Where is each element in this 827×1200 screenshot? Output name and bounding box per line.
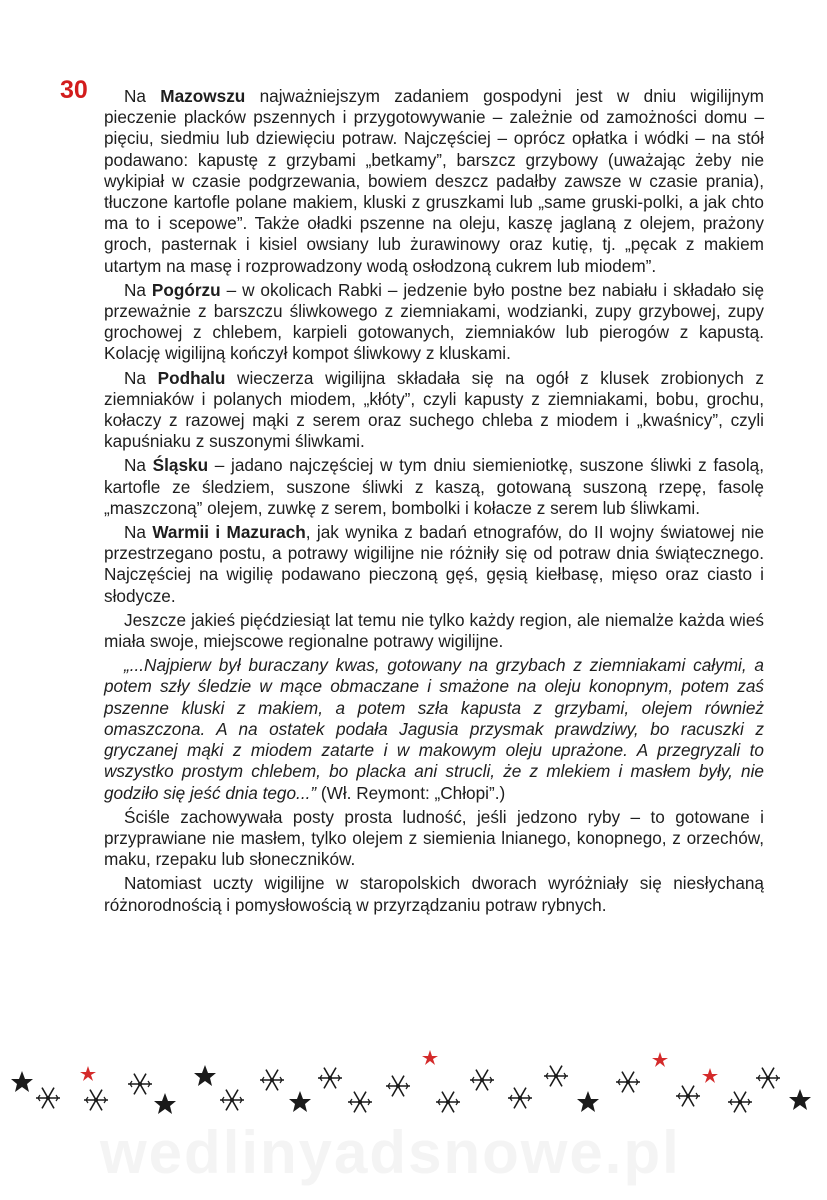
paragraph-regional	[104, 610, 764, 652]
paragraph-lead: Na	[124, 279, 152, 300]
region-name: Warmii i Mazurach	[152, 522, 306, 543]
paragraph-quote	[104, 655, 764, 803]
paragraph-text: najważniejszym zadaniem gospodyni jest w dniu wigilijnym pieczenie placków pszennych i przygotowywanie – zależnie od zamożności domu – pięciu, siedmiu lub dziewięciu potraw. Najczęściej – oprócz opłatka i wódki – na stół podawano: kapustę z grzybami „betkamy”, barszcz grzybowy (uważając żeby nie wykipiał w czasie podgrzewania, bowiem deszcz padałby zawsze w czasie prania), tłuczone kartofle polane makiem, kluski z gruszkami lub „same gruski-polki, a jak chto ma to i scepowe”. Także oładki pszenne na oleju, kaszę jaglaną z olejem, prażony groch, pasternak i kisiel owsiany lub żurawinowy oraz kutię, tj. „pęcak z makiem utartym na masę i rozprowadzony wodą osłodzoną cukrem lub miodem”.	[104, 86, 764, 276]
paragraph-slask	[104, 455, 764, 519]
paragraph-lead: Na	[124, 522, 153, 543]
paragraph-fasting	[104, 807, 764, 871]
quote-citation: (Wł. Reymont: „Chłopi”.)	[316, 782, 506, 803]
paragraph-lead: Na	[124, 367, 158, 388]
paragraph-text: Jeszcze jakieś pięćdziesiąt lat temu nie tylko każdy region, ale niemalże każda wieś miała swoje, miejscowe regionalne potrawy wigilijne.	[104, 609, 764, 652]
snowflake-ornament-border	[0, 1040, 827, 1130]
region-name: Mazowszu	[160, 86, 246, 106]
page-number: 30	[60, 76, 88, 104]
paragraph-text: wieczerza wigilijna składała się na ogół z klusek zrobionych z ziemniaków i polanych miodem, „kłóty”, czyli kapusty z ziemniakami, bobu, grochu, kołaczy z razowej mąki z serem oraz suchego chleba z miodem i „kwaśnicy”, czyli kapuśniaku z suszonymi śliwkami.	[104, 367, 764, 452]
paragraph-text: – w okolicach Rabki – jedzenie było postne bez nabiału i składało się przeważnie z barszczu śliwkowego z ziemniakami, wodzianki, zupy grzybowej, zupy grochowej z chlebem, karpieli gotowanych, ziemniaków lub pierogów z kapustą. Kolację wigilijną kończył kompot śliwkowy z kluskami.	[104, 279, 765, 364]
region-name: Pogórzu	[151, 279, 221, 300]
paragraph-manor-feasts	[104, 873, 764, 915]
paragraph-lead: Na	[124, 455, 153, 476]
paragraph-lead: Na	[124, 86, 161, 106]
snowflake-icon	[11, 1050, 811, 1114]
paragraph-warmia-mazury	[104, 522, 764, 607]
watermark: wedlinyadsnowe.pl	[100, 1119, 681, 1186]
paragraph-text: Natomiast uczty wigilijne w staropolskich dworach wyróżniały się niesłychaną różnorodnością i pomysłowością w przyrządzaniu potraw rybnych.	[104, 873, 764, 915]
paragraph-text: Ściśle zachowywała posty prosta ludność, jeśli jedzono ryby – to gotowane i przyprawiane nie masłem, tylko olejem z siemienia lnianego, konopnego, z orzechów, maku, rzepaku lub słoneczników.	[104, 806, 764, 870]
paragraph-mazowsze	[104, 86, 764, 277]
region-name: Śląsku	[152, 455, 209, 476]
region-name: Podhalu	[157, 367, 226, 388]
paragraph-pogorze	[104, 280, 764, 365]
article-body	[104, 86, 764, 919]
paragraph-text: – jadano najczęściej w tym dniu siemieniotkę, suszone śliwki z fasolą, kartofle ze śledziem, suszone śliwki z kaszą, gotowaną suszoną rzepę, fasolę „maszczoną” olejem, zuwkę z serem, bombolki i kołacze z serem lub śliwkami.	[104, 455, 764, 518]
paragraph-text: , jak wynika z badań etnografów, do II wojny światowej nie przestrzegano postu, a potrawy wigilijne nie różniły się od potraw dnia świątecznego. Najczęściej na wigilię podawano pieczoną gęś, gęsią kiełbasę, mięso oraz ciasto i słodycze.	[104, 522, 765, 606]
quote-text: „...Najpierw był buraczany kwas, gotowany na grzybach z ziemniakami całymi, a potem szły śledzie w mące obmaczane i smażone na oleju konopnym, potem zaś pszenne kluski z makiem, a potem szła kapusta z grzybami, olejem również omaszczona. A na ostatek podała Jagusia przysmak prawdziwy, bo racuszki z gryczanej mąki z miodem zatarte i w makowym oleju uprażone. A przegryzali to wszystko prostym chlebem, bo placka ani strucli, że z mlekiem i masłem były, nie godziło się jeść dnia tego...”	[104, 655, 764, 803]
paragraph-podhale	[104, 368, 764, 453]
